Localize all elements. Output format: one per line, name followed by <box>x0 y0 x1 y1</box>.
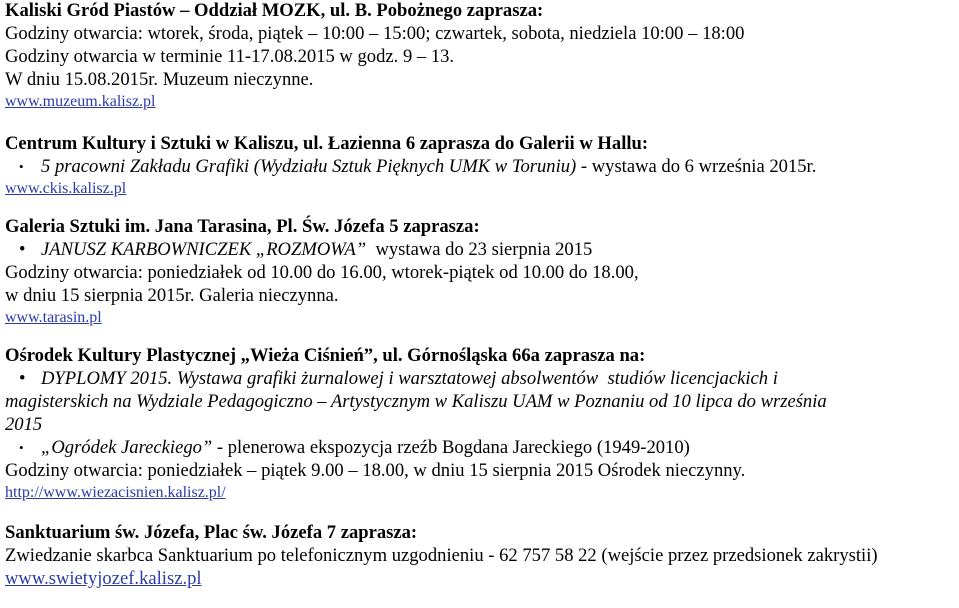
list-item-detail: wystawa do 23 sierpnia 2015 <box>366 239 593 260</box>
list-item-title: „Ogródek Jareckiego” <box>41 437 213 458</box>
list-item-text-line1: DYPLOMY 2015. Wystawa grafiki żurnalowej i warsztatowej absolwentów studiów licencjackich i <box>41 368 778 389</box>
list-item-title: 5 pracowni Zakładu Grafiki (Wydziału Sztuk Pięknych UMK w Toruniu) <box>41 156 577 177</box>
list-item-text-line3: 2015 <box>5 414 43 435</box>
section-sanktuarium-text: Zwiedzanie skarbca Sanktuarium po telefonicznym uzgodnieniu - 62 757 58 22 (wejście przez przedsionek zakrystii) <box>5 545 878 566</box>
section-muzeum-closed: W dniu 15.08.2015r. Muzeum nieczynne. <box>5 69 314 90</box>
list-item <box>5 367 959 390</box>
section-wieza-hours: Godziny otwarcia: poniedziałek – piątek 9.00 – 18.00, w dniu 15 sierpnia 2015 Ośrodek nieczynny. <box>5 460 746 481</box>
section-muzeum-link[interactable]: www.muzeum.kalisz.pl <box>5 93 156 110</box>
list-item <box>5 155 959 178</box>
section-muzeum-hours-special: Godziny otwarcia w terminie 11-17.08.2015 w godz. 9 – 13. <box>5 46 455 67</box>
list-item-detail: - wystawa do 6 września 2015r. <box>576 156 817 177</box>
section-wieza-link[interactable]: http://www.wiezacisnien.kalisz.pl/ <box>5 484 226 501</box>
section-ckis-link[interactable]: www.ckis.kalisz.pl <box>5 180 127 197</box>
section-muzeum-title: Kaliski Gród Piastów – Oddział MOZK, ul. B. Pobożnego zaprasza: <box>5 0 544 21</box>
list-item-title: JANUSZ KARBOWNICZEK „ROZMOWA” <box>41 239 367 260</box>
bullet-icon: • <box>19 368 26 389</box>
bullet-icon: • <box>19 440 24 455</box>
section-ckis <box>5 132 959 199</box>
list-item <box>5 238 959 261</box>
section-wieza <box>5 344 959 503</box>
section-sanktuarium-link[interactable]: www.swietyjozef.kalisz.pl <box>5 568 202 589</box>
section-sanktuarium <box>5 521 959 590</box>
section-ckis-title: Centrum Kultury i Sztuki w Kaliszu, ul. Łazienna 6 zaprasza do Galerii w Hallu: <box>5 133 649 154</box>
list-item-detail: - plenerowa ekspozycja rzeźb Bogdana Jareckiego (1949-2010) <box>212 437 690 458</box>
section-wieza-title: Ośrodek Kultury Plastycznej „Wieża Ciśnień”, ul. Górnośląska 66a zaprasza na: <box>5 345 646 366</box>
bullet-icon: • <box>19 239 26 260</box>
section-tarasin-link[interactable]: www.tarasin.pl <box>5 309 102 326</box>
list-item-text-line2: magisterskich na Wydziale Pedagogiczno – Artystycznym w Kaliszu UAM w Poznaniu od 10 lipca do września <box>5 391 827 412</box>
section-muzeum-hours: Godziny otwarcia: wtorek, środa, piątek – 10:00 – 15:00; czwartek, sobota, niedziela 10:00 – 18:00 <box>5 23 745 44</box>
section-muzeum <box>5 0 959 112</box>
section-tarasin-closed: w dniu 15 sierpnia 2015r. Galeria nieczynna. <box>5 285 339 306</box>
section-tarasin-hours: Godziny otwarcia: poniedziałek od 10.00 do 16.00, wtorek-piątek od 10.00 do 18.00, <box>5 262 639 283</box>
section-tarasin-title: Galeria Sztuki im. Jana Tarasina, Pl. Św. Józefa 5 zaprasza: <box>5 216 480 237</box>
section-tarasin <box>5 215 959 328</box>
list-item <box>5 436 959 459</box>
bullet-icon: • <box>19 159 24 174</box>
section-sanktuarium-title: Sanktuarium św. Józefa, Plac św. Józefa 7 zaprasza: <box>5 522 418 543</box>
